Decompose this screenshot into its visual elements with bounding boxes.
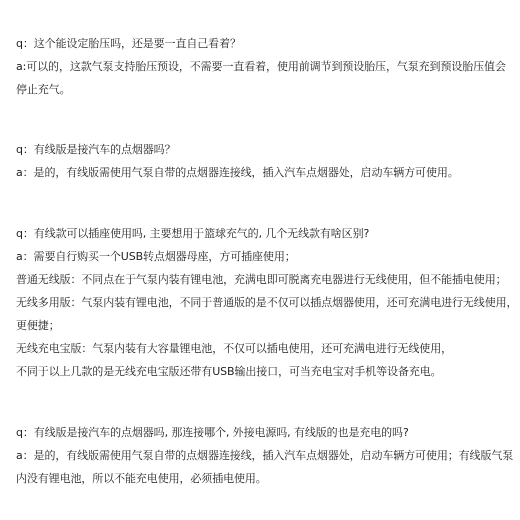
faq-answer-line: 无线充电宝版：气泵内装有大容量锂电池，不仅可以插电使用，还可充满电进行无线使用， [16,342,452,355]
faq-answer-line: 内没有锂电池，所以不能充电使用，必须插电使用。 [16,472,267,485]
faq-answer-line: 停止充气。 [16,83,71,96]
faq-question: q：有线款可以插座使用吗, 主要想用于篮球充气的, 几个无线款有啥区别? [16,227,370,240]
faq-answer-line: 不同于以上几款的是无线充电宝版还带有USB输出接口，可当充电宝对手机等设备充电。 [16,365,442,378]
faq-question: q：有线版是接汽车的点烟器吗？ [16,143,176,156]
faq-spacer [16,101,506,138]
faq-answer-line: a：需要自行购买一个USB转点烟器母座，方可插座使用； [16,250,296,263]
faq-item [16,32,506,101]
faq-answer-line: a:可以的，这款气泵支持胎压预设，不需要一直看着，使用前调节到预设胎压，气泵充到预设胎压值会 [16,60,506,73]
faq-content [16,32,518,490]
faq-answer-line: a：是的，有线版需使用气泵自带的点烟器连接线，插入汽车点烟器处，启动车辆方可使用。 [16,166,459,179]
faq-question: q：这个能设定胎压吗，还是要一直自己看着？ [16,37,241,50]
faq-question: q：有线版是接汽车的点烟器吗, 那连接哪个, 外接电源吗, 有线版的也是充电的吗? [16,426,409,439]
faq-item [16,138,506,184]
faq-answer-line: 无线多用版：气泵内装有锂电池，不同于普通版的是不仅可以插点烟器使用，还可充满电进行无线使用， [16,296,518,309]
faq-answer-line: 更便捷； [16,319,60,332]
faq-answer-line: a：是的，有线版需使用气泵自带的点烟器连接线，插入汽车点烟器处，启动车辆方可使用；有线版气泵 [16,449,514,462]
faq-item [16,222,518,383]
faq-spacer [16,383,506,421]
faq-spacer [16,184,506,222]
faq-item [16,421,514,490]
faq-answer-line: 普通无线版：不同点在于气泵内装有锂电池，充满电即可脱离充电器进行无线使用，但不能插电使用； [16,273,507,286]
